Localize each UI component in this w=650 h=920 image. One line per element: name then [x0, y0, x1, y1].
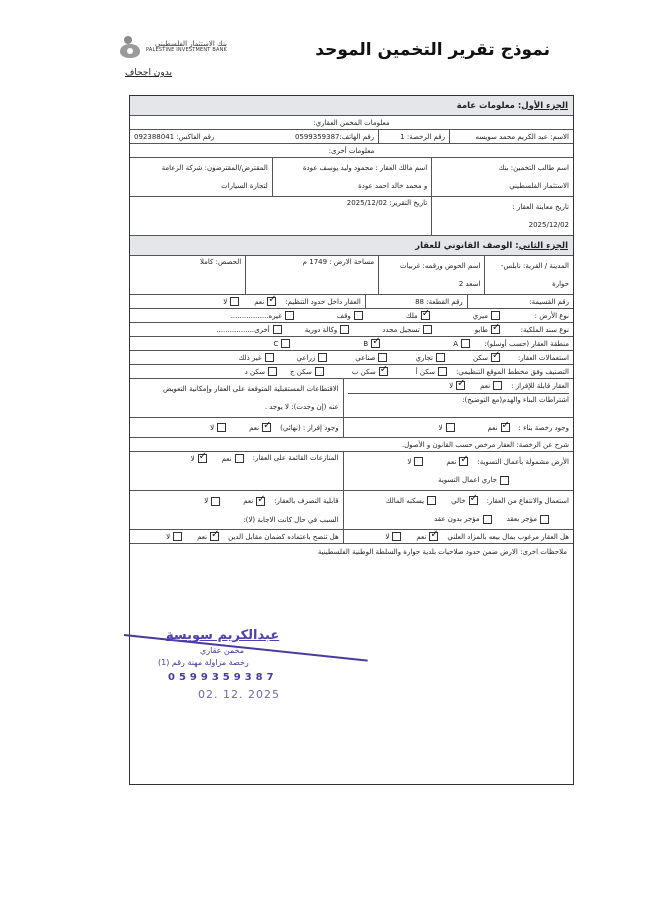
ownership-other-checkbox[interactable]	[273, 325, 282, 334]
disputes-no-checkbox[interactable]	[198, 454, 207, 463]
fax-number: رقم الفاكس: 092388041	[134, 132, 215, 141]
auction-row: هل العقار مرغوب بمال بيعه بالمزاد العلني ✓ نعم لا هل تنصح باعتماده كضمان مقابل الدين ✓ نعم لا	[130, 530, 573, 544]
zone-row: منطقة العقار (حسب أوسلو): A ✓ B C	[130, 337, 573, 351]
permit-note: شرح عن الرخصة: العقار مرخص حسب القانون و الأصول.	[401, 440, 569, 449]
document-header	[100, 28, 560, 88]
permit-row: وجود رخصة بناء : ✓ نعم لا وجود إفراز : (نهائي) ✓ نعم لا	[130, 418, 573, 438]
within-planning-no-checkbox[interactable]	[230, 297, 239, 306]
bank-logo	[120, 36, 227, 58]
shares: الحصص: كاملا	[199, 258, 242, 266]
settlement-no-checkbox[interactable]	[414, 457, 423, 466]
ownership-agency-checkbox[interactable]	[340, 325, 349, 334]
final-clearance-yes-checkbox[interactable]	[262, 423, 271, 432]
sellable-no-checkbox[interactable]	[392, 532, 401, 541]
usage-agricultural-checkbox[interactable]	[318, 353, 327, 362]
permit-yes-checkbox[interactable]	[501, 423, 510, 432]
block-number: رقم القسيمة:	[467, 295, 573, 308]
land-type-miri-checkbox[interactable]	[491, 311, 500, 320]
sellable-yes-checkbox[interactable]	[429, 532, 438, 541]
occupancy-owner-checkbox[interactable]	[427, 496, 436, 505]
stamp-role: مخمن عقاري	[200, 646, 245, 655]
ownership-row: نوع سند الملكية: ✓ طابو تسجيل مجدد وكالة دورية أخرى.................	[130, 323, 573, 337]
report-date: تاريخ التقرير: 2025/12/02	[346, 199, 428, 207]
parcel-number: رقم القطعة: 88	[365, 295, 467, 308]
occupancy-vacant-checkbox[interactable]	[469, 496, 478, 505]
expropriation-row: العقار قابلة للإفراز : نعم ✓ لا اشتراطات البناء والهدم(مع التوضيح): الاقتطاعات المستقبلية المتوقعة على العقار وإمكانية التعويض عنه (إن وجدت): لا يوجد .	[130, 379, 573, 418]
appraiser-info-label: معلومات المخمن العقاري:	[313, 118, 390, 127]
occupancy-rented-nocontract-checkbox[interactable]	[483, 515, 492, 524]
land-type-mulk-checkbox[interactable]	[421, 311, 430, 320]
zone-b-checkbox[interactable]	[371, 339, 380, 348]
land-area: مساحة الارض : 1749 م	[245, 256, 378, 294]
appraiser-stamp	[138, 620, 358, 730]
ownership-tabo-checkbox[interactable]	[491, 325, 500, 334]
appraiser-row	[130, 130, 573, 144]
license-number: رقم الرخصة: 1	[378, 130, 449, 143]
disposal-reason: السبب في حال كانت الاجابة (لا):	[243, 515, 339, 524]
usage-commercial-checkbox[interactable]	[436, 353, 445, 362]
within-planning-yes-checkbox[interactable]	[267, 297, 276, 306]
phone-number: رقم الهاتف:0599359387	[294, 132, 375, 141]
bank-name-en: PALESTINE INVESTMENT BANK	[146, 47, 228, 53]
zoning-c-checkbox[interactable]	[315, 367, 324, 376]
inspection-date: 2025/12/02	[528, 221, 569, 230]
stamp-date: 02. 12. 2025	[198, 688, 280, 701]
permit-no-checkbox[interactable]	[446, 423, 455, 432]
city: المدينة / القرية: نابلس-	[501, 261, 569, 270]
dates-row	[130, 197, 573, 236]
inspection-date-label: تاريخ معاينة العقار :	[512, 202, 569, 211]
disputes-yes-checkbox[interactable]	[235, 454, 244, 463]
stamp-license: رخصة مزاولة مهنة رقم (1)	[158, 658, 249, 667]
page-title: نموذج تقرير التخمين الموحد	[315, 40, 550, 60]
zoning-b-checkbox[interactable]	[379, 367, 388, 376]
occupancy-rented-contract-checkbox[interactable]	[540, 515, 549, 524]
stamp-name: عبدالكريم سويسة	[166, 628, 280, 643]
occupancy-row: استعمال والانتفاع من العقار: ✓ خالي يسكنه المالك مؤجر بعقد مؤجر بدون عقد قابلية التصرف بالعقار: ✓ نعم لا السبب في حال كانت الاجابة (لا):	[130, 491, 573, 530]
zoning-d-checkbox[interactable]	[268, 367, 277, 376]
parties-row: اسم طالب التخمين: بنك الاستثمار الفلسطيني اسم مالك العقار : محمود وليد يوسف عودة و محمد خالد احمد عودة المقترض/المقترضون: شركة الزعامة لتجارة السيارات	[130, 158, 573, 197]
usage-residential-checkbox[interactable]	[491, 353, 500, 362]
location-row: المدينة / القرية: نابلس- حوارة اسم الحوض ورقمه: غربيات اسعد 2 مساحة الارض : 1749 م الحصص: كاملا	[130, 256, 573, 295]
bank-logo-icon	[120, 36, 142, 58]
parcel-row: رقم القسيمة: رقم القطعة: 88 العقار داخل حدود التنظيم: ✓ نعم لا	[130, 295, 573, 309]
appraiser-name: الاسم: عبد الكريم محمد سويسه	[449, 130, 573, 143]
land-type-waqf-checkbox[interactable]	[354, 311, 363, 320]
zoning-a-checkbox[interactable]	[438, 367, 447, 376]
land-type-row: نوع الأرض : ميري ✓ ملك وقف غيره.................	[130, 309, 573, 323]
part1-heading: الجزء الأول : معلومات عامة	[130, 96, 573, 116]
zone-c-checkbox[interactable]	[281, 339, 290, 348]
separable-no-checkbox[interactable]	[456, 381, 465, 390]
other-remarks: ملاحظات اخرى: الارض ضمن حدود صلاحيات بلدية حوارة والسلطة الوطنية الفلسطينية	[317, 548, 567, 556]
part2-heading: الجزء الثاني : الوصف القانوني للعقار	[130, 236, 573, 256]
final-clearance-no-checkbox[interactable]	[217, 423, 226, 432]
zoning-row: التصنيف وفق مخطط الموقع التنظيمي: سكن أ ✓ سكن ب سكن ج سكن د	[130, 365, 573, 379]
ownership-renewed-checkbox[interactable]	[423, 325, 432, 334]
zone-a-checkbox[interactable]	[461, 339, 470, 348]
easements: الاقتطاعات المستقبلية المتوقعة على العقار وإمكانية التعويض	[163, 384, 339, 393]
stamp-phone: 0599359387	[168, 672, 278, 683]
settlement-yes-checkbox[interactable]	[459, 457, 468, 466]
other-info-label: معلومات أخرى:	[328, 146, 375, 155]
disposal-yes-checkbox[interactable]	[256, 497, 265, 506]
owner-name: اسم مالك العقار : محمود وليد يوسف عودة	[302, 163, 428, 172]
basin: اسم الحوض ورقمه: غربيات	[400, 261, 481, 270]
settlement-ongoing-checkbox[interactable]	[500, 476, 509, 485]
bank-name-ar: بنك الاستثمار الفلسطيني	[155, 40, 228, 48]
recommend-no-checkbox[interactable]	[173, 532, 182, 541]
usage-row: استعمالات العقار: ✓ سكن تجاري صناعي زراعي غير ذلك	[130, 351, 573, 365]
usage-industrial-checkbox[interactable]	[378, 353, 387, 362]
disposal-no-checkbox[interactable]	[211, 497, 220, 506]
separable-yes-checkbox[interactable]	[493, 381, 502, 390]
settlement-row: الأرض مشمولة بأعمال التسوية: ✓ نعم لا جاري اعمال التسوية المنازعات القائمة على العقار: نعم ✓ لا	[130, 452, 573, 491]
requester-name: اسم طالب التخمين: بنك	[498, 163, 569, 172]
borrower-name: المقترض/المقترضون: شركة الزعامة	[161, 163, 268, 172]
usage-other-checkbox[interactable]	[265, 353, 274, 362]
building-conditions: اشتراطات البناء والهدم(مع التوضيح):	[348, 393, 569, 404]
land-type-other-checkbox[interactable]	[285, 311, 294, 320]
recommend-yes-checkbox[interactable]	[210, 532, 219, 541]
without-prejudice-label: بدون اجحاف	[125, 68, 172, 78]
